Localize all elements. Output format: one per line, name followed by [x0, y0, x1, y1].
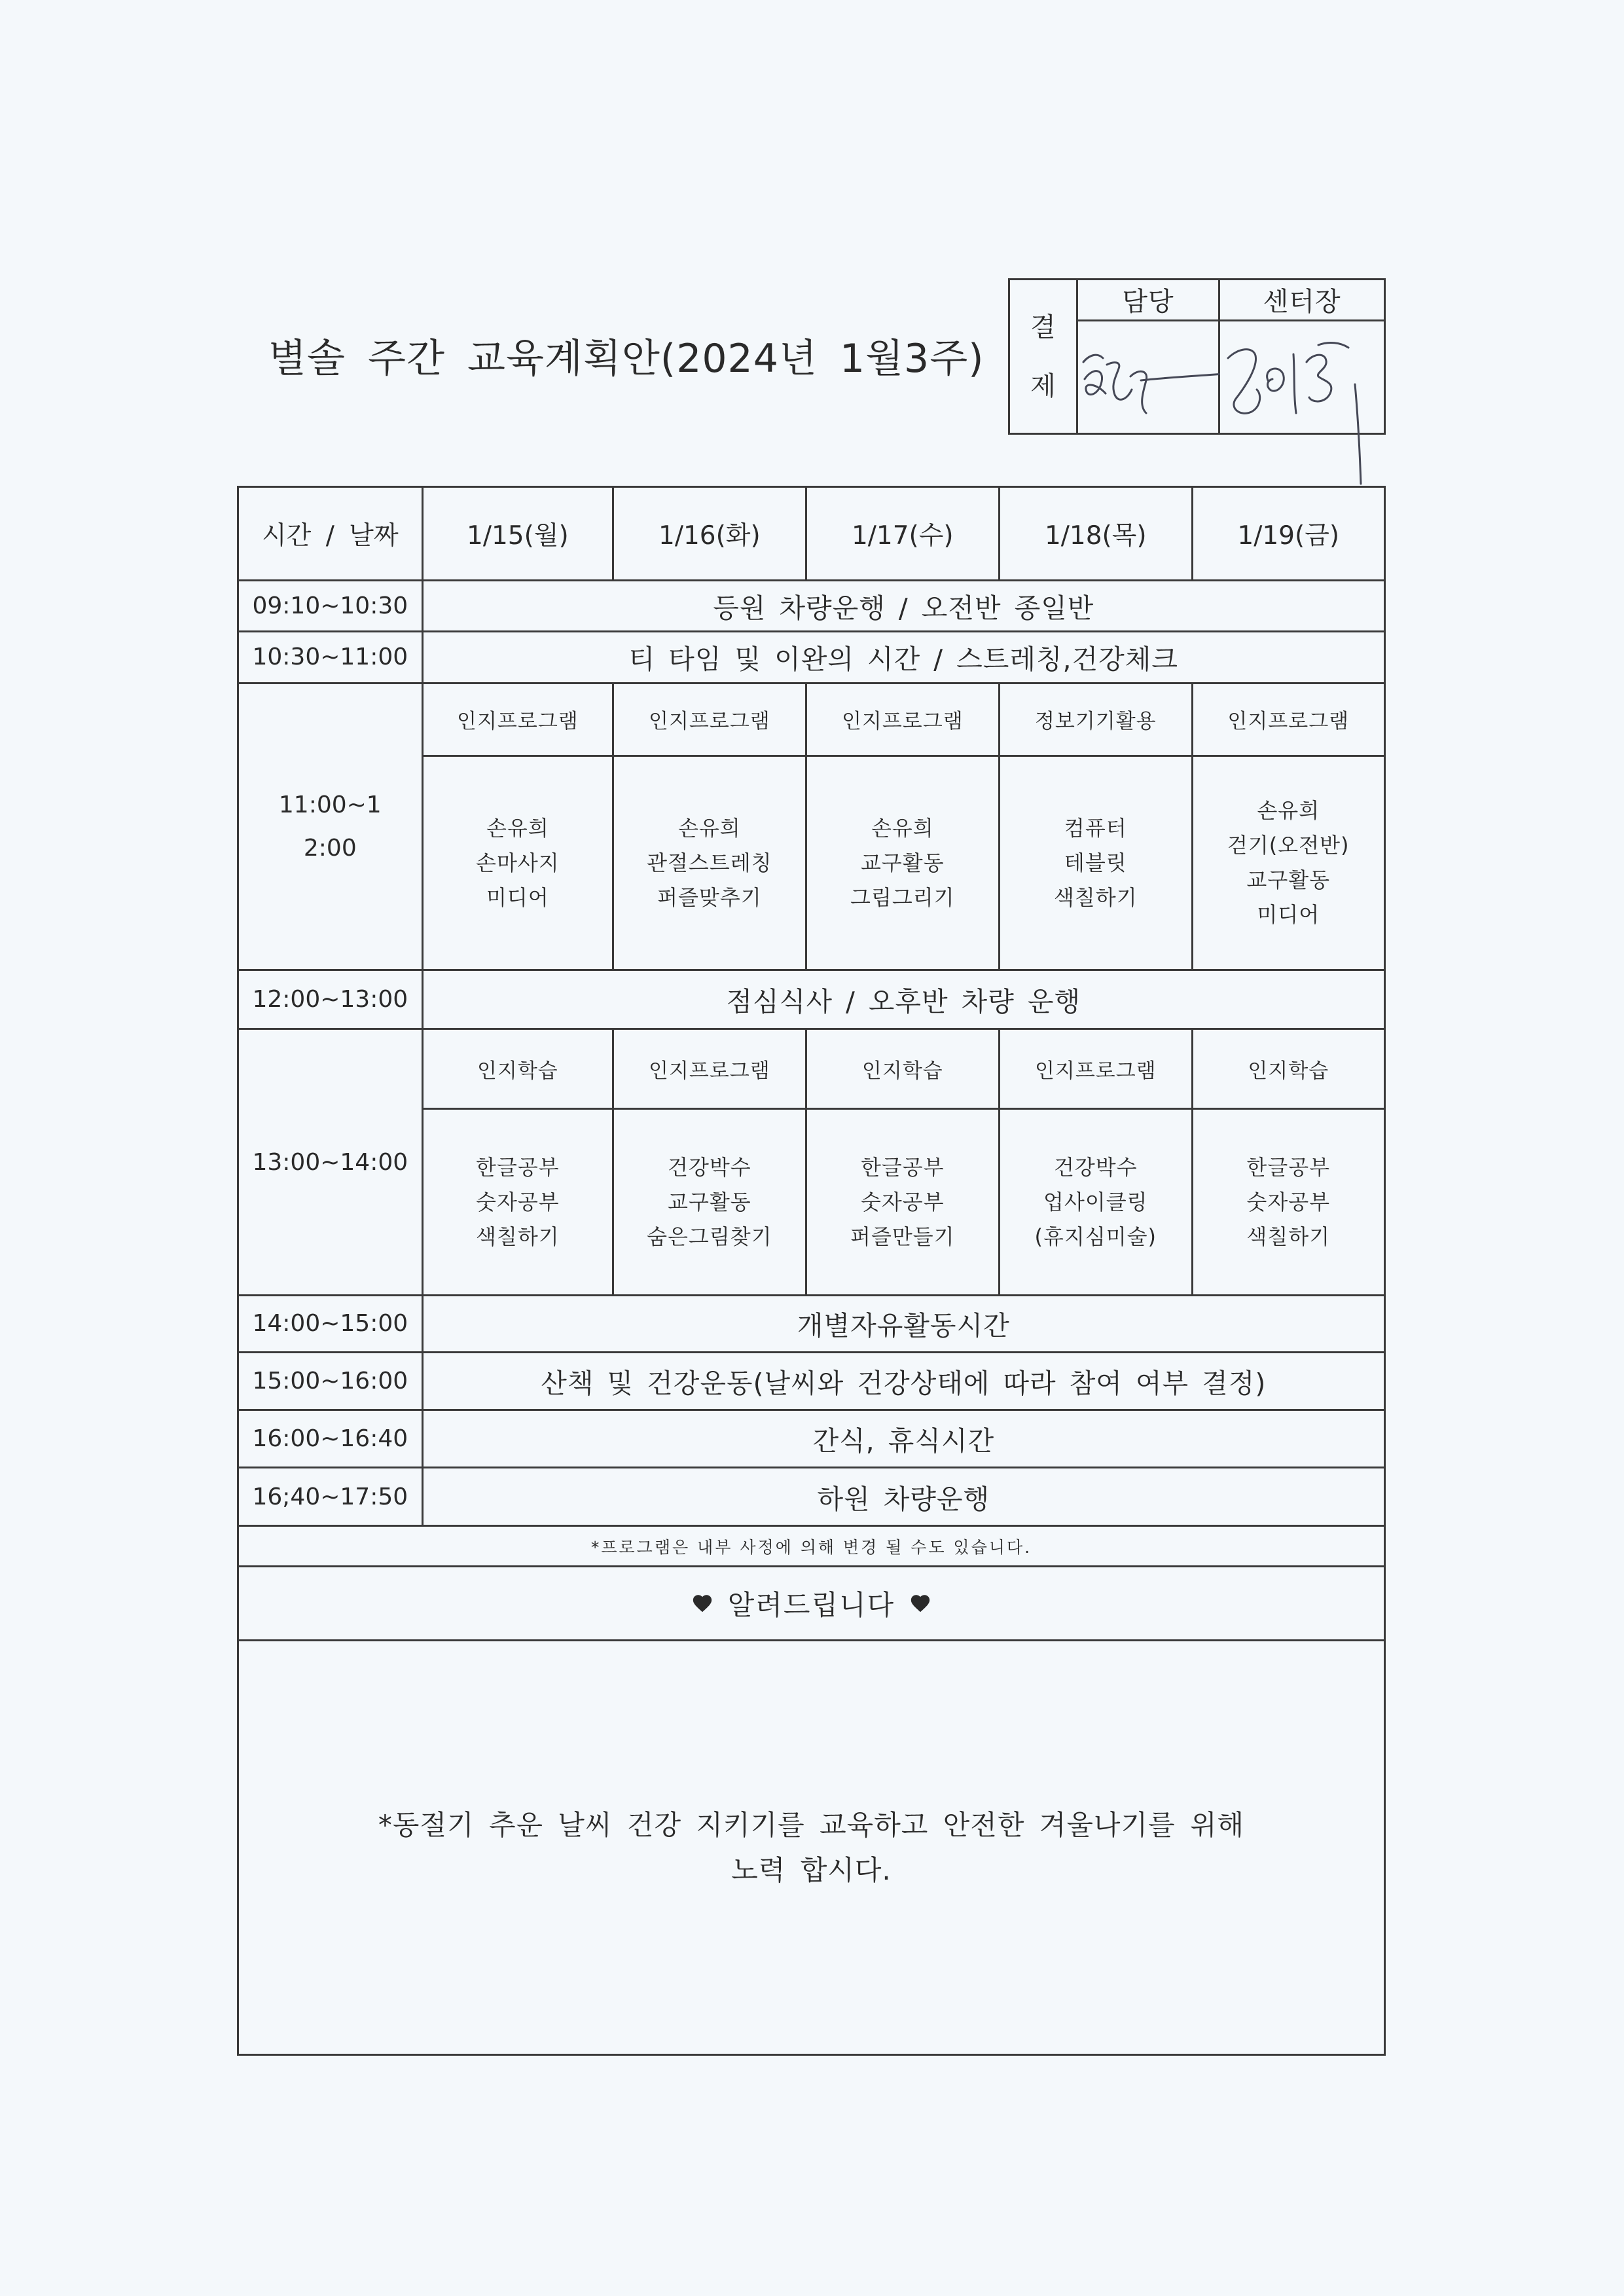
notice-body — [239, 1641, 1384, 2054]
program-item: 미디어 — [1257, 902, 1320, 928]
program-list — [1193, 757, 1384, 969]
program-item: 색칠하기 — [476, 1224, 560, 1249]
program-item: 숨은그림찾기 — [647, 1224, 772, 1249]
time-slot: 13:00~14:00 — [239, 1030, 422, 1294]
program-item: 건강박수 — [668, 1154, 751, 1180]
program-item: 숫자공부 — [1246, 1189, 1331, 1214]
program-list — [614, 1110, 804, 1294]
activity-cell: 점심식사 / 오후반 차량 운행 — [424, 971, 1384, 1028]
program-list — [614, 757, 804, 969]
program-item: 교구활동 — [668, 1189, 751, 1214]
time-slot: 16:00~16:40 — [239, 1411, 422, 1467]
approval-label — [1010, 280, 1076, 433]
page-title: 별솔 주간 교육계획안(2024년 1월3주) — [268, 336, 984, 382]
program-item: 한글공부 — [1246, 1154, 1331, 1180]
approval-label-bottom: 제 — [1030, 371, 1056, 401]
schedule-note: *프로그램은 내부 사정에 의해 변경 될 수도 있습니다. — [239, 1527, 1384, 1565]
program-list — [424, 757, 613, 969]
header-date: 1/17(수) — [807, 488, 998, 579]
program-item: 손유희 — [1257, 798, 1320, 824]
program-category: 인지프로그램 — [424, 684, 613, 755]
program-item: 손마사지 — [476, 850, 560, 875]
activity-cell: 하원 차량운행 — [424, 1468, 1384, 1525]
program-item: 숫자공부 — [860, 1189, 945, 1214]
program-item: 색칠하기 — [1246, 1224, 1331, 1249]
activity-cell: 산책 및 건강운동(날씨와 건강상태에 따라 참여 여부 결정) — [424, 1353, 1384, 1409]
program-category: 인지프로그램 — [614, 684, 804, 755]
program-category: 인지프로그램 — [614, 1030, 804, 1108]
program-list — [424, 1110, 613, 1294]
program-item: 손유희 — [677, 815, 741, 841]
time-slot-line: 11:00~1 — [278, 791, 382, 818]
director-signature — [1220, 321, 1385, 435]
program-list — [1193, 1110, 1384, 1294]
weekly-schedule-table — [237, 486, 1386, 2056]
time-slot — [239, 684, 422, 969]
activity-cell: 티 타임 및 이완의 시간 / 스트레칭,건강체크 — [424, 632, 1384, 682]
header-date: 1/15(월) — [424, 488, 613, 579]
program-item: 한글공부 — [860, 1154, 945, 1180]
notice-heading-text: 알려드립니다 — [727, 1588, 895, 1621]
heart-icon — [691, 1592, 713, 1614]
program-item: (휴지심미술) — [1034, 1224, 1157, 1249]
header-date: 1/16(화) — [614, 488, 804, 579]
program-category: 인지학습 — [807, 1030, 998, 1108]
program-category: 인지프로그램 — [1193, 684, 1384, 755]
approval-label-top: 결 — [1030, 312, 1056, 342]
program-list — [807, 1110, 998, 1294]
activity-cell: 간식, 휴식시간 — [424, 1411, 1384, 1467]
program-category: 인지학습 — [424, 1030, 613, 1108]
notice-line: 노력 합시다. — [731, 1853, 892, 1886]
program-item: 건강박수 — [1053, 1154, 1138, 1180]
program-item: 컴퓨터 — [1064, 815, 1127, 841]
program-category: 인지프로그램 — [807, 684, 998, 755]
program-item: 걷기(오전반) — [1227, 833, 1350, 858]
approval-staff-signature-cell — [1078, 321, 1218, 433]
time-slot: 15:00~16:00 — [239, 1353, 422, 1409]
time-slot: 09:10~10:30 — [239, 581, 422, 630]
program-item: 색칠하기 — [1053, 884, 1138, 910]
program-item: 한글공부 — [476, 1154, 560, 1180]
approval-director-header: 센터장 — [1220, 280, 1384, 319]
program-item: 그림그리기 — [850, 884, 955, 910]
header-date: 1/19(금) — [1193, 488, 1384, 579]
activity-cell: 개별자유활동시간 — [424, 1296, 1384, 1351]
header-date: 1/18(목) — [1000, 488, 1191, 579]
time-slot: 10:30~11:00 — [239, 632, 422, 682]
heart-icon — [909, 1592, 931, 1614]
program-list — [1000, 757, 1191, 969]
notice-heading — [239, 1567, 1384, 1639]
program-list — [1000, 1110, 1191, 1294]
program-item: 교구활동 — [1246, 867, 1331, 893]
program-item: 미디어 — [486, 884, 549, 910]
staff-signature — [1078, 321, 1221, 437]
program-item: 교구활동 — [860, 850, 945, 875]
program-category: 정보기기활용 — [1000, 684, 1191, 755]
approval-staff-header: 담당 — [1078, 280, 1218, 319]
time-slot: 12:00~13:00 — [239, 971, 422, 1028]
time-slot: 16;40~17:50 — [239, 1468, 422, 1525]
program-category: 인지학습 — [1193, 1030, 1384, 1108]
program-item: 관절스트레칭 — [647, 850, 772, 875]
program-item: 숫자공부 — [476, 1189, 560, 1214]
program-item: 업사이클링 — [1043, 1189, 1148, 1214]
program-item: 퍼즐맞추기 — [657, 884, 762, 910]
program-item: 손유희 — [486, 815, 549, 841]
activity-cell: 등원 차량운행 / 오전반 종일반 — [424, 581, 1384, 630]
approval-director-signature-cell — [1220, 321, 1384, 433]
header-time-date-label: 시간 / 날짜 — [239, 488, 422, 579]
notice-line: *동절기 추운 날씨 건강 지키기를 교육하고 안전한 겨울나기를 위해 — [378, 1808, 1245, 1841]
time-slot: 14:00~15:00 — [239, 1296, 422, 1351]
program-item: 테블릿 — [1064, 850, 1127, 875]
program-category: 인지프로그램 — [1000, 1030, 1191, 1108]
program-list — [807, 757, 998, 969]
program-item: 퍼즐만들기 — [850, 1224, 955, 1249]
time-slot-line: 2:00 — [303, 834, 357, 862]
program-item: 손유희 — [871, 815, 934, 841]
approval-box — [1008, 278, 1386, 435]
